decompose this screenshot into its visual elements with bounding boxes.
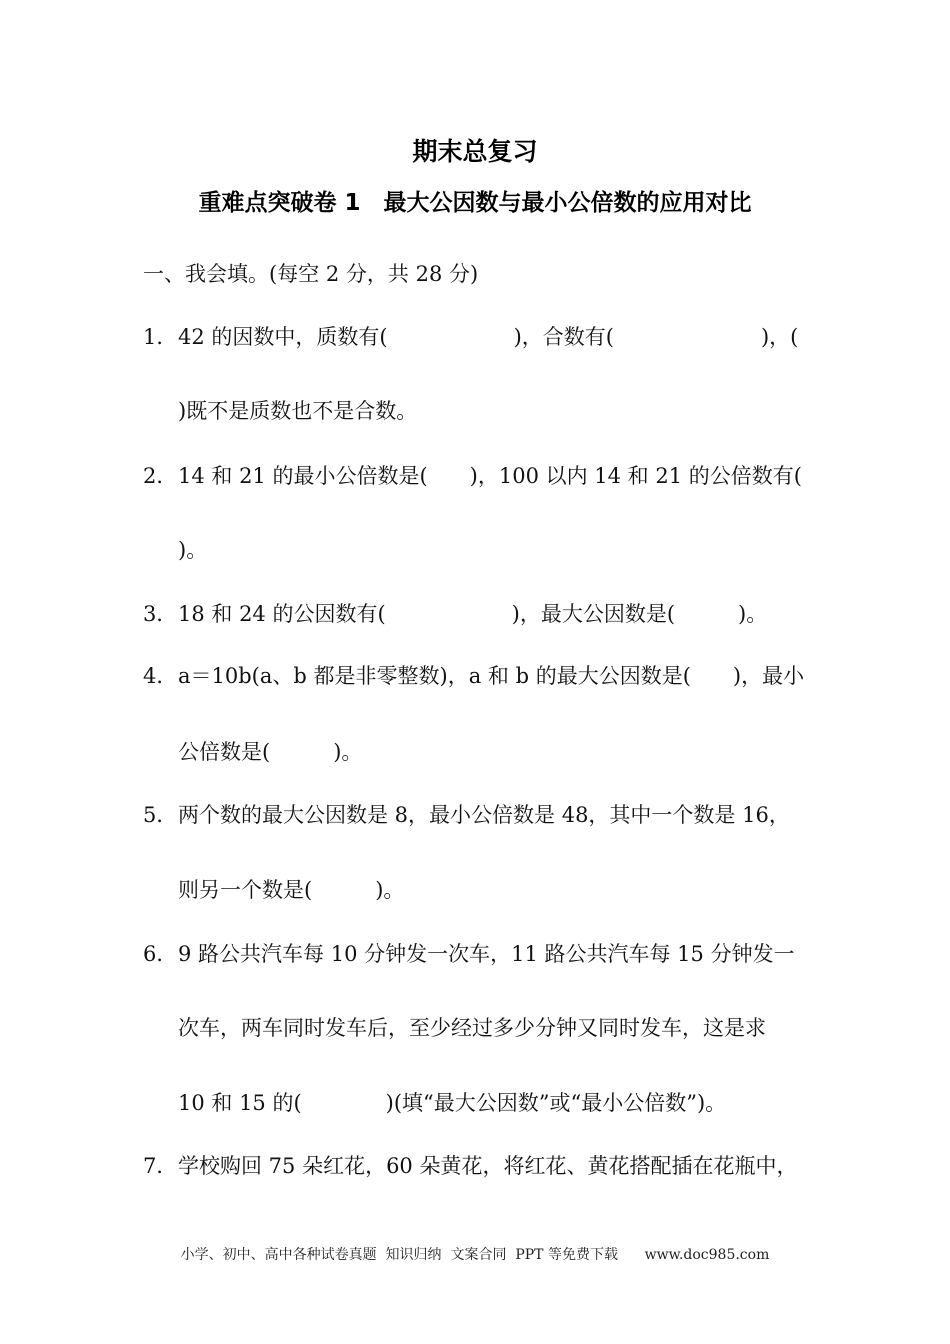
question-number: 6． [143, 942, 178, 966]
question-line: 42 的因数中，质数有( )，合数有( )，( [178, 325, 799, 349]
question-line: 9 路公共汽车每 10 分钟发一次车，11 路公共汽车每 15 分钟发一 [178, 942, 795, 966]
page-title: 期末总复习 [412, 137, 538, 166]
question-line: 公倍数是( )。 [178, 740, 363, 764]
question-line: 次车，两车同时发车后，至少经过多少分钟又同时发车，这是求 [178, 1016, 766, 1040]
question-number: 1． [143, 325, 178, 349]
question-line: a＝10b(a、b 都是非零整数)，a 和 b 的最大公因数是( )，最小 [178, 664, 805, 688]
question-line: 10 和 15 的( )(填“最大公因数”或“最小公倍数”)。 [178, 1091, 727, 1115]
question-number: 2． [143, 464, 178, 488]
question-line: 两个数的最大公因数是 8，最小公倍数是 48，其中一个数是 16， [178, 803, 790, 827]
page-subtitle: 重难点突破卷 1 最大公因数与最小公倍数的应用对比 [198, 190, 752, 216]
question-line: 18 和 24 的公因数有( )，最大公因数是( )。 [178, 602, 768, 626]
question-line: 14 和 21 的最小公倍数是( )，100 以内 14 和 21 的公倍数有( [178, 464, 802, 488]
question-number: 7． [143, 1154, 178, 1178]
section-heading: 一、我会填。(每空 2 分，共 28 分) [143, 262, 479, 286]
question-line: 学校购回 75 朵红花，60 朵黄花，将红花、黄花搭配插在花瓶中， [178, 1154, 798, 1178]
question-line: 则另一个数是( )。 [178, 878, 405, 902]
question-number: 3． [143, 602, 178, 626]
question-number: 4． [143, 664, 178, 688]
question-line: )。 [178, 538, 208, 562]
page-footer: 小学、初中、高中各种试卷真题 知识归纳 文案合同 PPT 等免费下载 www.doc985.com [180, 1247, 770, 1263]
question-line: )既不是质数也不是合数。 [178, 399, 418, 423]
question-number: 5． [143, 803, 178, 827]
